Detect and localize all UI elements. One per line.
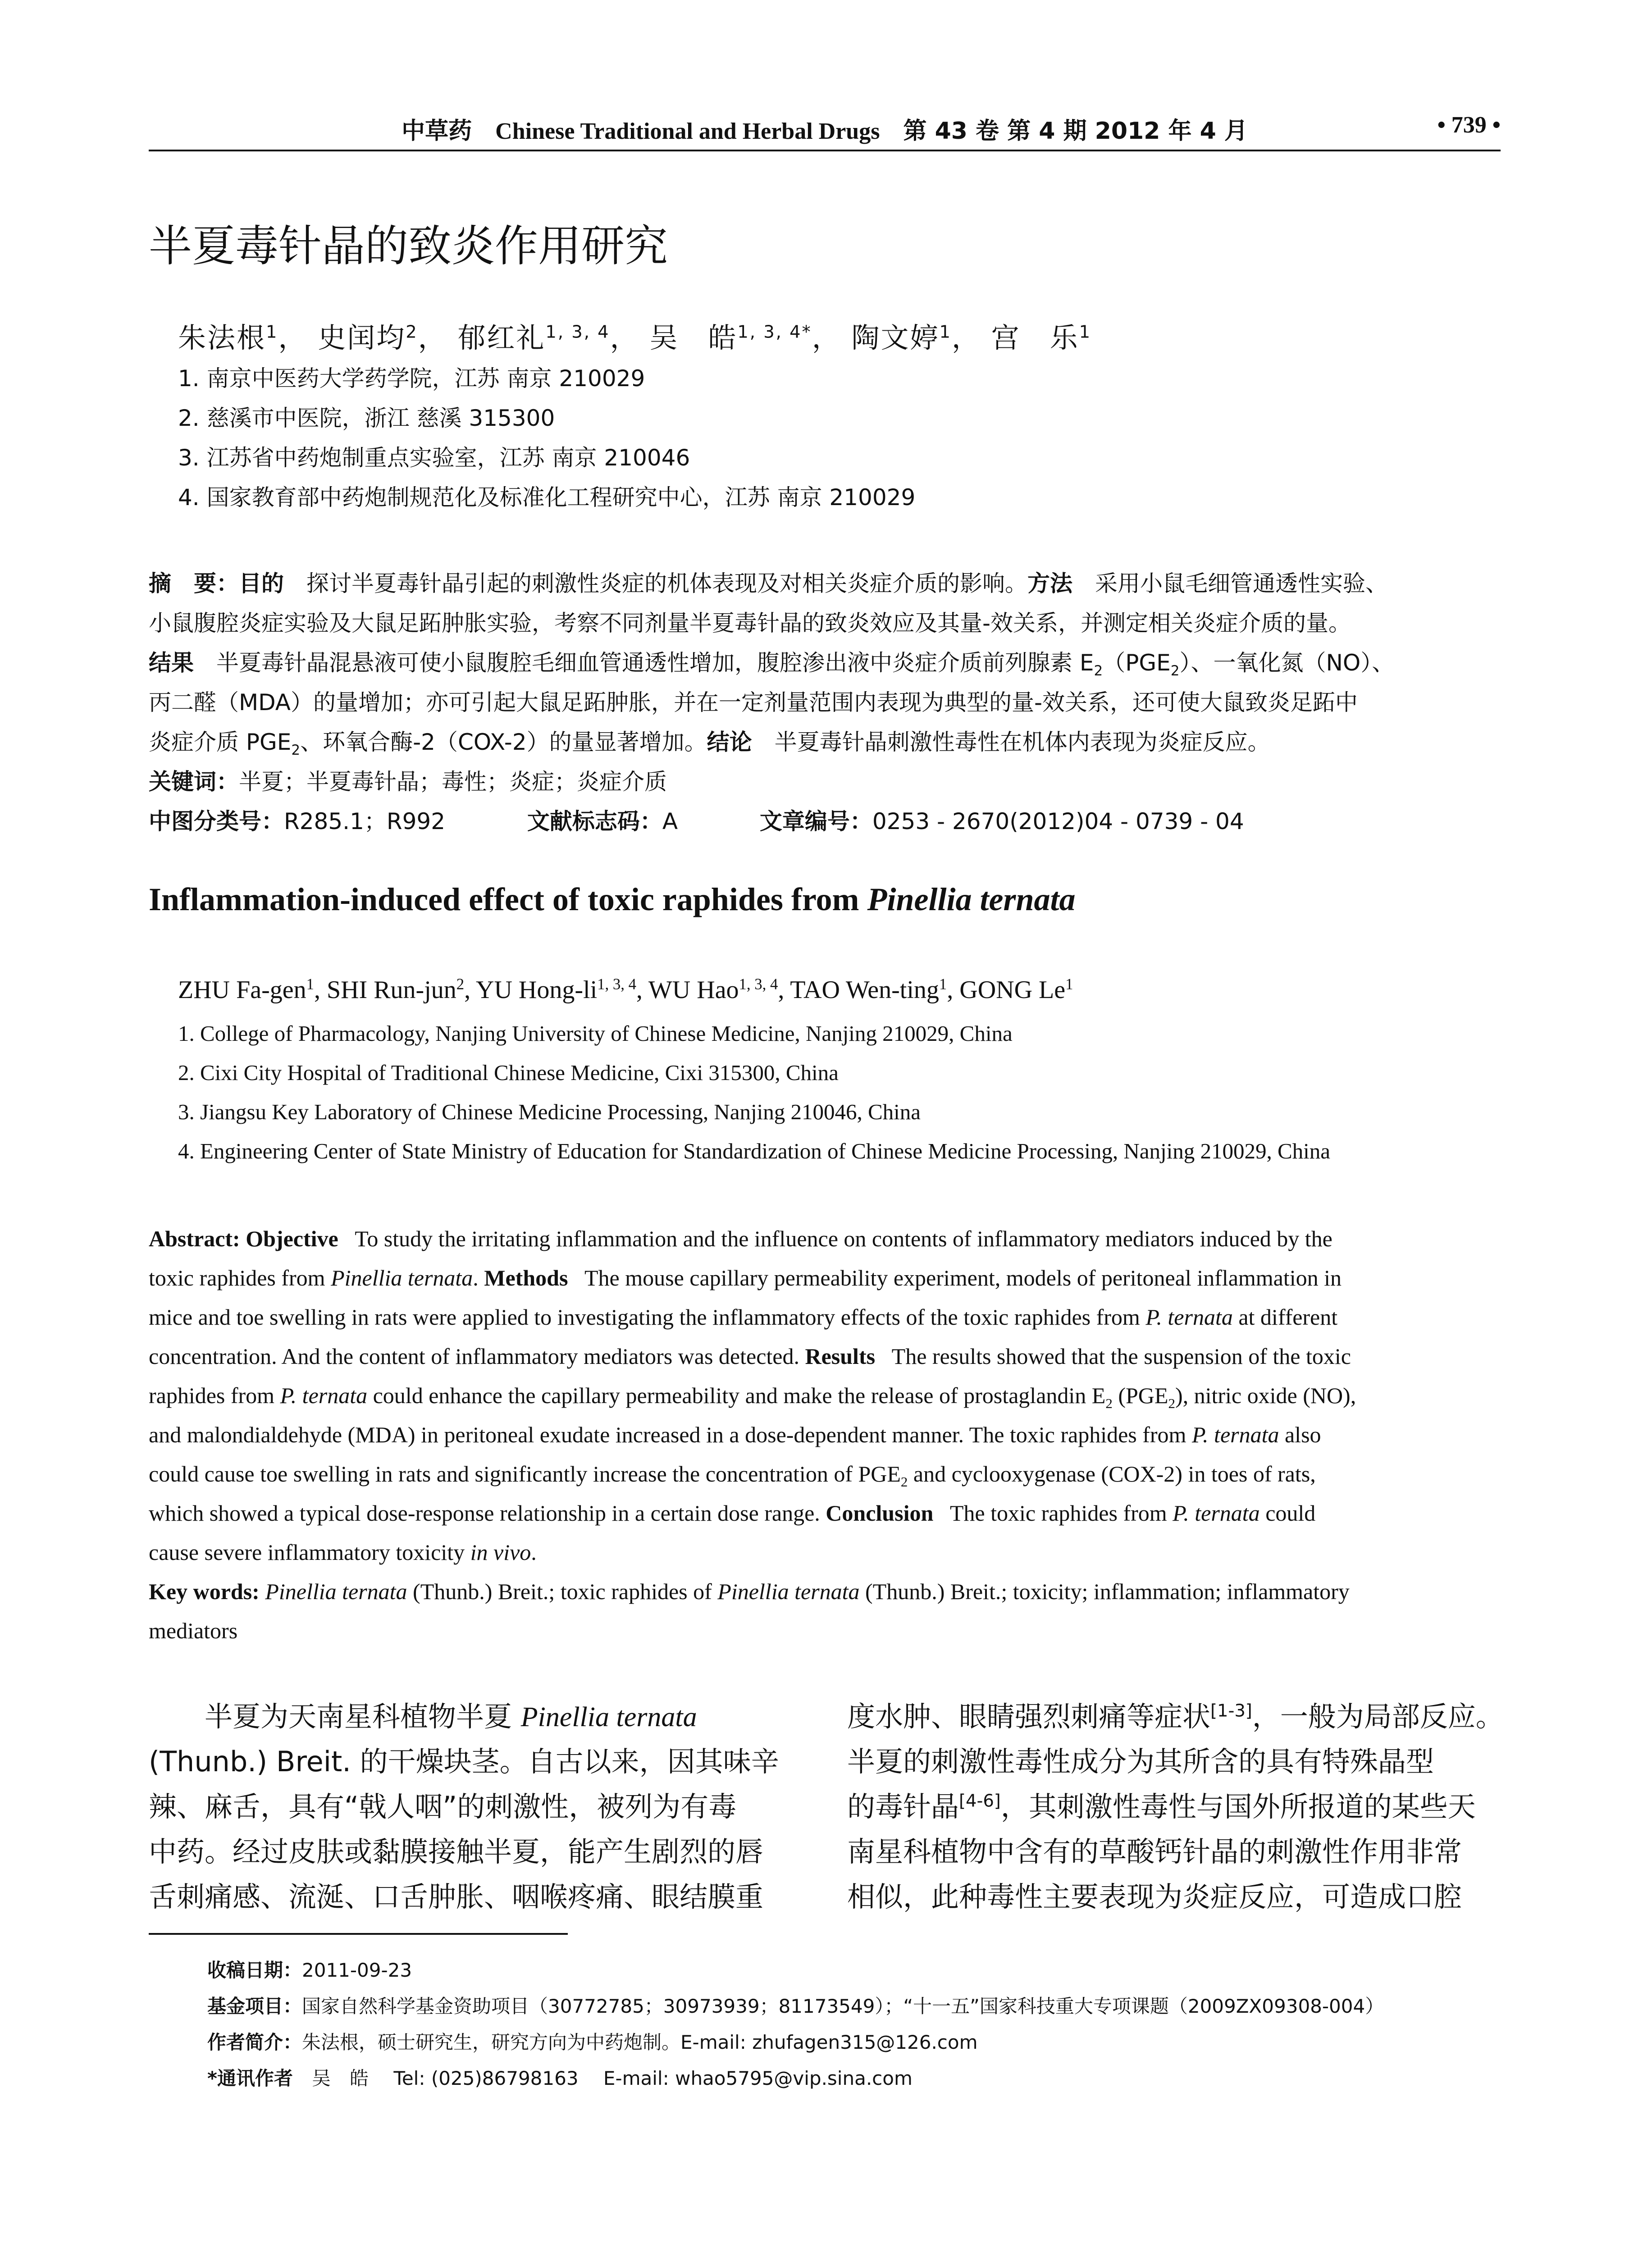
author-en: , TAO Wen-ting xyxy=(778,976,939,1004)
classification-line xyxy=(149,803,1501,836)
affil-mark: 1, 3, 4 xyxy=(739,975,778,993)
abstract-en-line xyxy=(149,1539,1501,1565)
title-cn: 半夏毒针晶的致炎作用研究 xyxy=(149,221,668,271)
keywords-label-en: Key words: xyxy=(149,1579,265,1604)
abstract-text: 探讨半夏毒针晶引起的刺激性炎症的机体表现及对相关炎症介质的影响。 xyxy=(284,570,1027,597)
affil-mark: 1 xyxy=(266,322,278,342)
journal-name-cn: 中草药 xyxy=(402,118,472,145)
conclusion-label-en: Conclusion xyxy=(826,1500,934,1526)
abstract-label-cn: 摘 要： xyxy=(149,570,239,597)
citation-ref: [1-3] xyxy=(1210,1700,1252,1721)
affiliation-cn: 3. 江苏省中药炮制重点实验室，江苏 南京 210046 xyxy=(178,445,690,471)
affil-mark: 2 xyxy=(456,975,465,993)
affiliation-en: 2. Cixi City Hospital of Traditional Chinese Medicine, Cixi 315300, China xyxy=(178,1060,839,1085)
author-cn: 郁红礼 xyxy=(457,321,546,354)
affil-mark: 1, 3, 4 xyxy=(597,975,636,993)
affil-mark: 1 xyxy=(939,975,947,993)
species-name: Pinellia ternata xyxy=(331,1265,473,1290)
body-right-line: 半夏的刺激性毒性成分为其所含的具有特殊晶型 xyxy=(847,1745,1434,1778)
keyword: Pinellia ternata xyxy=(265,1579,407,1604)
species-name: Pinellia ternata xyxy=(520,1702,697,1732)
footnote-label: 作者简介： xyxy=(207,2031,302,2053)
article-no-value: 0253 - 2670(2012)04 - 0739 - 04 xyxy=(872,808,1244,834)
body-right-line xyxy=(847,1784,1476,1824)
footnote-rule xyxy=(149,1933,568,1935)
keywords-en xyxy=(149,1578,1501,1605)
author-en: , WU Hao xyxy=(636,976,739,1004)
article-no-label: 文章编号： xyxy=(759,808,872,834)
author-cn: 陶文婷 xyxy=(851,321,940,354)
affiliation-cn: 2. 慈溪市中医院，浙江 慈溪 315300 xyxy=(178,405,555,431)
abstract-en-line xyxy=(149,1304,1501,1330)
authors-cn: 朱法根$^1$， 史闰均$^2$， 郁红礼$^{1, 3, 4}$， 吴 皓$^{1, 3, 4*}$， 陶文婷$^1$， 宫 乐$^1$ xyxy=(178,321,1092,354)
abstract-text: 半夏毒针晶混悬液可使小鼠腹腔毛细血管通透性增加，腹腔渗出液中炎症介质前列腺素 E xyxy=(194,650,1094,676)
species-name: P. ternata xyxy=(1145,1304,1233,1330)
conclusion-label-cn: 结论 xyxy=(707,729,752,755)
journal-name-en: Chinese Traditional and Herbal Drugs xyxy=(495,119,880,144)
header-rule xyxy=(149,150,1501,151)
affil-mark: 1 xyxy=(939,322,952,342)
body-left-line: (Thunb.) Breit. 的干燥块茎。自古以来，因其味辛 xyxy=(149,1745,779,1778)
subscript: 2 xyxy=(291,742,301,758)
abstract-text: mice and toe swelling in rats were applied to investigating the inflammatory effects of the toxic raphides from xyxy=(149,1304,1146,1330)
abstract-text: ）、一氧化氮（NO）、 xyxy=(1179,650,1395,676)
abstract-cn-line xyxy=(149,645,1501,677)
abstract-en-line xyxy=(149,1461,1501,1490)
author-en: , SHI Run-jun xyxy=(314,976,456,1004)
keywords-text: 半夏；半夏毒针晶；毒性；炎症；炎症介质 xyxy=(239,769,667,795)
authors-en xyxy=(178,976,1073,1004)
abstract-text: and cyclooxygenase (COX-2) in toes of rats, xyxy=(908,1461,1316,1486)
affil-mark: 1, 3, 4 xyxy=(545,322,610,342)
abstract-cn-line xyxy=(149,724,1501,757)
abstract-text: cause severe inflammatory toxicity xyxy=(149,1540,470,1565)
affiliation-cn: 4. 国家教育部中药炮制规范化及标准化工程研究中心，江苏 南京 210029 xyxy=(178,484,916,511)
affil-mark: 1 xyxy=(1079,322,1092,342)
footnote-label: 收稿日期： xyxy=(207,1959,302,1981)
title-en-main: Inflammation-induced effect of toxic raphides from xyxy=(149,881,867,917)
body-left-line: 中药。经过皮肤或黏膜接触半夏，能产生剧烈的唇 xyxy=(149,1835,764,1868)
author-cn: 宫 乐 xyxy=(991,321,1079,354)
abstract-en-line xyxy=(149,1422,1501,1448)
body-text: 的毒针晶 xyxy=(847,1790,959,1823)
affiliation-en: 1. College of Pharmacology, Nanjing University of Chinese Medicine, Nanjing 210029, China xyxy=(178,1021,1013,1046)
doc-code-label: 文献标志码： xyxy=(527,808,662,834)
abstract-text: and malondialdehyde (MDA) in peritoneal exudate increased in a dose-dependent manner. The toxic raphides from xyxy=(149,1422,1192,1447)
body-text: ，一般为局部反应。 xyxy=(1252,1700,1504,1733)
abstract-en-line xyxy=(149,1265,1501,1291)
footnote-author xyxy=(207,2028,978,2055)
species-name: P. ternata xyxy=(280,1383,368,1408)
body-left-line: 辣、麻舌，具有“戟人咽”的刺激性，被列为有毒 xyxy=(149,1790,737,1823)
subscript: 2 xyxy=(1094,663,1103,679)
objective-label-en: Objective xyxy=(246,1226,338,1251)
subscript: 2 xyxy=(1105,1395,1113,1411)
author-en: ZHU Fa-gen xyxy=(178,976,306,1004)
abstract-en-line xyxy=(149,1382,1501,1409)
abstract-text: could cause toe swelling in rats and significantly increase the concentration of PGE xyxy=(149,1461,901,1486)
abstract-text: concentration. And the content of inflammatory mediators was detected. xyxy=(149,1344,805,1369)
abstract-text: （PGE xyxy=(1103,650,1171,676)
abstract-text: raphides from xyxy=(149,1383,280,1408)
affil-mark: 2 xyxy=(406,322,418,342)
abstract-text: To study the irritating inflammation and the influence on contents of inflammatory mediators induced by the xyxy=(338,1226,1333,1251)
keyword: Pinellia ternata xyxy=(717,1579,860,1604)
abstract-text: 炎症介质 PGE xyxy=(149,729,292,755)
results-label-cn: 结果 xyxy=(149,650,194,676)
footnote-text: 朱法根，硕士研究生，研究方向为中药炮制。E-mail: zhufagen315@126.com xyxy=(302,2031,978,2053)
body-left-line xyxy=(149,1694,697,1734)
abstract-text: (PGE xyxy=(1112,1383,1168,1408)
issue-info: 第 43 卷 第 4 期 2012 年 4 月 xyxy=(903,118,1248,145)
title-en-species: Pinellia ternata xyxy=(867,881,1076,917)
clc-label: 中图分类号： xyxy=(149,808,284,834)
author-en: , GONG Le xyxy=(947,976,1066,1004)
clc-value: R285.1；R992 xyxy=(284,808,446,834)
abstract-text: The mouse capillary permeability experiment, models of peritoneal inflammation in xyxy=(568,1265,1342,1290)
abstract-text: could xyxy=(1260,1500,1316,1526)
abstract-en-line xyxy=(149,1226,1501,1252)
footnote-received xyxy=(207,1956,412,1983)
methods-label-cn: 方法 xyxy=(1027,570,1072,597)
body-right-line: 相似，此种毒性主要表现为炎症反应，可造成口腔 xyxy=(847,1880,1462,1913)
affil-mark: 1 xyxy=(1065,975,1073,993)
body-text: 度水肿、眼睛强烈刺痛等症状 xyxy=(847,1700,1211,1733)
abstract-text: which showed a typical dose-response relationship in a certain dose range. xyxy=(149,1500,826,1526)
abstract-text: . xyxy=(531,1540,537,1565)
abstract-text: . xyxy=(473,1265,484,1290)
footnote-label: *通讯作者 xyxy=(207,2067,293,2089)
affiliation-en: 4. Engineering Center of State Ministry of Education for Standardization of Chinese Medicine Processing, Nanjing 210029, China xyxy=(178,1139,1330,1163)
abstract-text: could enhance the capillary permeability and make the release of prostaglandin E xyxy=(367,1383,1106,1408)
footnote-text: 国家自然科学基金资助项目（30772785；30973939；81173549）；“十一五”国家科技重大专项课题（2009ZX09308-004） xyxy=(302,1995,1384,2017)
abstract-label-en: Abstract: xyxy=(149,1226,246,1251)
body-right-line: 南星科植物中含有的草酸钙针晶的刺激性作用非常 xyxy=(847,1835,1462,1868)
abstract-text: also xyxy=(1279,1422,1321,1447)
footnote-corresponding xyxy=(207,2064,913,2091)
abstract-cn-line xyxy=(149,565,1501,598)
abstract-text: The toxic raphides from xyxy=(933,1500,1173,1526)
doc-code-value: A xyxy=(662,808,678,834)
species-name: P. ternata xyxy=(1191,1422,1279,1447)
footnote-label: 基金项目： xyxy=(207,1995,302,2017)
author-cn: 史闰均 xyxy=(318,321,406,354)
abstract-text: at different xyxy=(1232,1304,1338,1330)
page-number: • 739 • xyxy=(1437,112,1501,138)
in-vivo-term: in vivo xyxy=(470,1540,531,1565)
results-label-en: Results xyxy=(805,1344,876,1369)
abstract-text: toxic raphides from xyxy=(149,1265,331,1290)
journal-line xyxy=(149,112,1501,146)
affil-mark: 1, 3, 4* xyxy=(737,322,812,342)
abstract-cn-line: 小鼠腹腔炎症实验及大鼠足跖肿胀实验，考察不同剂量半夏毒针晶的致炎效应及其量-效关系，并测定相关炎症介质的量。 xyxy=(149,610,1351,636)
affiliation-en: 3. Jiangsu Key Laboratory of Chinese Medicine Processing, Nanjing 210046, China xyxy=(178,1099,921,1124)
affil-mark: 1 xyxy=(306,975,314,993)
subscript: 2 xyxy=(900,1474,908,1490)
keyword: (Thunb.) Breit.; toxicity; inflammation; inflammatory xyxy=(859,1579,1350,1604)
title-en xyxy=(149,881,1076,918)
author-cn: 吴 皓 xyxy=(649,321,738,354)
abstract-en-line xyxy=(149,1500,1501,1526)
abstract-text: 半夏毒针晶刺激性毒性在机体内表现为炎症反应。 xyxy=(752,729,1270,755)
keyword: (Thunb.) Breit.; toxic raphides of xyxy=(407,1579,718,1604)
footnote-text: 2011-09-23 xyxy=(302,1959,412,1981)
abstract-cn-line: 丙二醛（MDA）的量增加；亦可引起大鼠足跖肿胀，并在一定剂量范围内表现为典型的量-效关系，还可使大鼠致炎足跖中 xyxy=(149,689,1358,716)
running-header xyxy=(149,112,1501,152)
footnote-fund xyxy=(207,1992,1384,2019)
footnote-text: 吴 皓 Tel: (025)86798163 E-mail: whao5795@vip.sina.com xyxy=(292,2067,913,2089)
body-left-line: 舌刺痛感、流涎、口舌肿胀、咽喉疼痛、眼结膜重 xyxy=(149,1880,764,1913)
keywords-label-cn: 关键词： xyxy=(149,769,239,795)
body-right-line xyxy=(847,1694,1504,1734)
methods-label-en: Methods xyxy=(484,1265,568,1290)
body-text: 半夏为天南星科植物半夏 xyxy=(149,1700,521,1733)
subscript: 2 xyxy=(1170,663,1180,679)
abstract-text: 、环氧合酶-2（COX-2）的量显著增加。 xyxy=(300,729,707,755)
citation-ref: [4-6] xyxy=(959,1791,1001,1811)
objective-label-cn: 目的 xyxy=(239,570,284,597)
author-en: , YU Hong-li xyxy=(464,976,598,1004)
author-cn: 朱法根 xyxy=(178,321,266,354)
abstract-text: ), nitric oxide (NO), xyxy=(1175,1383,1356,1408)
body-text: ，其刺激性毒性与国外所报道的某些天 xyxy=(1000,1790,1476,1823)
affiliation-cn: 1. 南京中医药大学药学院，江苏 南京 210029 xyxy=(178,365,645,392)
subscript: 2 xyxy=(1168,1395,1175,1411)
species-name: P. ternata xyxy=(1173,1500,1260,1526)
keywords-en-cont: mediators xyxy=(149,1618,238,1643)
keywords-cn xyxy=(149,764,1501,796)
abstract-en-line xyxy=(149,1343,1501,1369)
abstract-text: The results showed that the suspension of the toxic xyxy=(875,1344,1351,1369)
abstract-text: 采用小鼠毛细管通透性实验、 xyxy=(1072,570,1388,597)
